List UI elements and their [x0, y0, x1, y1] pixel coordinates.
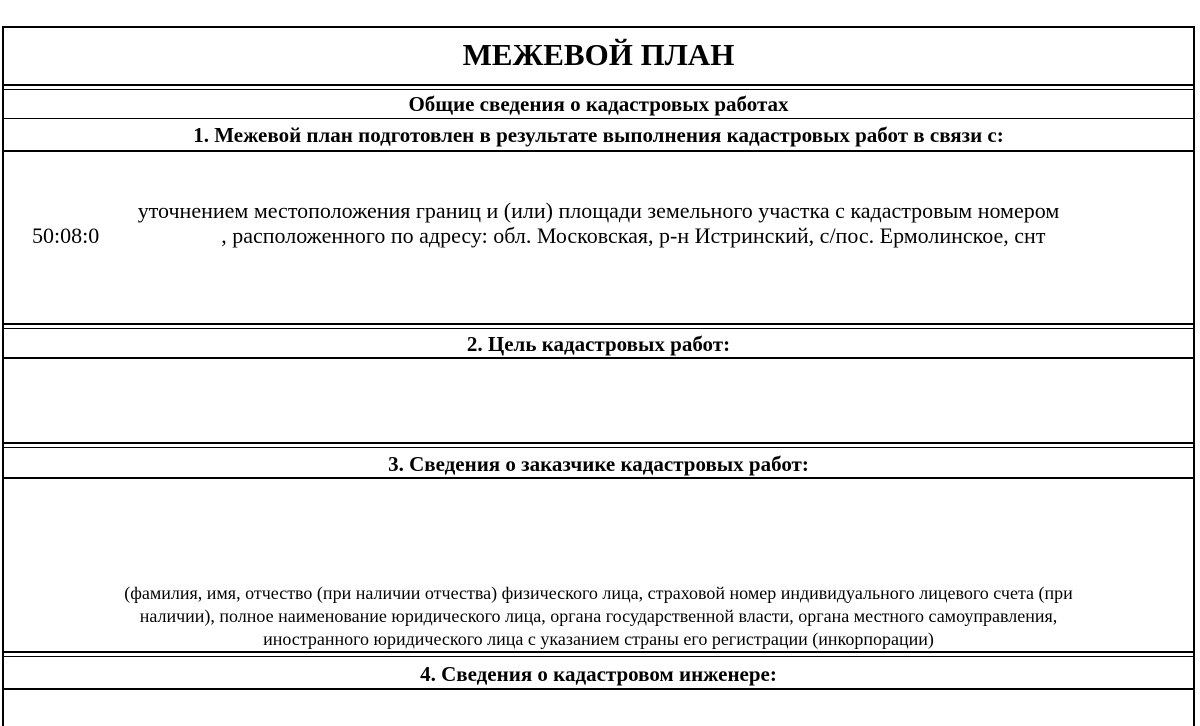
- section-1-heading: 1. Межевой план подготовлен в результате выполнения кадастровых работ в связи с:: [193, 123, 1004, 147]
- section-3-note: [4, 580, 1193, 650]
- divider: [2, 688, 1195, 690]
- divider: [2, 656, 1195, 657]
- general-info-heading: Общие сведения о кадастровых работах: [408, 92, 789, 116]
- address-text: , расположенного по адресу: обл. Московская, р-н Истринский, с/пос. Ермолинское, снт: [221, 223, 1046, 248]
- divider: [2, 651, 1195, 653]
- section-2-heading: 2. Цель кадастровых работ:: [466, 332, 731, 356]
- section-1-body: [4, 196, 1193, 248]
- customer-note-line-3: иностранного юридического лица с указанием страны его регистрации (инкорпорации): [263, 629, 934, 649]
- document-title: МЕЖЕВОЙ ПЛАН: [462, 37, 735, 72]
- divider: [2, 477, 1195, 479]
- section-1-line-2: [32, 223, 1045, 248]
- divider: [2, 357, 1195, 359]
- section-4-heading: 4. Сведения о кадастровом инженере:: [420, 662, 777, 686]
- divider: [2, 323, 1195, 325]
- customer-note-line-2: наличии), полное наименование юридического лица, органа государственной власти, органа местного самоуправления,: [139, 606, 1058, 626]
- divider: [2, 328, 1195, 329]
- customer-note-line-1: (фамилия, имя, отчество (при наличии отчества) физического лица, страховой номер индивидуального лицевого счета (при: [124, 583, 1073, 603]
- section-3-heading: 3. Сведения о заказчике кадастровых работ:: [388, 452, 809, 476]
- divider: [2, 89, 1195, 90]
- cadastral-number: 50:08:0: [32, 223, 100, 248]
- border-top: [2, 26, 1195, 28]
- divider: [2, 442, 1195, 444]
- divider: [2, 150, 1195, 152]
- section-1-line-1: уточнением местоположения границ и (или) площади земельного участка с кадастровым номером: [137, 198, 1060, 223]
- divider: [2, 84, 1195, 86]
- divider: [2, 118, 1195, 119]
- divider: [2, 447, 1195, 448]
